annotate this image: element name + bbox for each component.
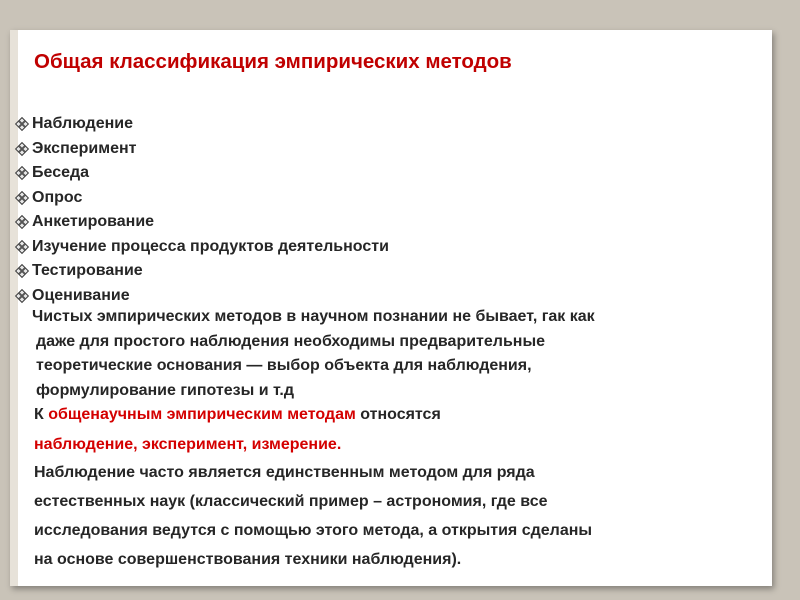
paragraph-general-methods	[34, 400, 441, 460]
paragraph-observation	[34, 458, 592, 574]
paragraph-pure-methods	[32, 305, 595, 403]
method-list	[14, 112, 389, 308]
diamond-bullet-icon	[15, 289, 29, 303]
diamond-bullet-icon	[15, 142, 29, 156]
paragraph-line: Наблюдение часто является единственным методом для ряда	[34, 464, 535, 481]
paragraph-line: на основе совершенствования техники наблюдения).	[34, 551, 462, 568]
paragraph-line: К общенаучным эмпирическим методам относятся	[34, 406, 441, 423]
diamond-bullet-icon	[15, 117, 29, 131]
list-item: Наблюдение	[14, 112, 389, 137]
list-item: Изучение процесса продуктов деятельности	[14, 235, 389, 260]
highlight-methods-line: наблюдение, эксперимент, измерение.	[34, 436, 342, 453]
diamond-bullet-icon	[15, 264, 29, 278]
paragraph-line: формулирование гипотезы и т.д	[36, 381, 294, 399]
diamond-bullet-icon	[15, 166, 29, 180]
paragraph-line: Чистых эмпирических методов в научном познании не бывает, гак как	[32, 308, 595, 325]
paragraph-line: исследования ведутся с помощью этого метода, а открытия сделаны	[34, 522, 593, 539]
list-item: Опрос	[14, 186, 389, 211]
highlight-text: общенаучным эмпирическим методам	[48, 406, 356, 423]
slide	[10, 30, 772, 586]
diamond-bullet-icon	[15, 215, 29, 229]
paragraph-line: естественных наук (классический пример – астрономия, где все	[34, 493, 548, 510]
diamond-bullet-icon	[15, 240, 29, 254]
slide-title: Общая классификация эмпирических методов	[34, 50, 512, 73]
paragraph-line: теоретические основания — выбор объекта для наблюдения,	[36, 357, 532, 374]
paragraph-line: даже для простого наблюдения необходимы предварительные	[36, 332, 546, 350]
diamond-bullet-icon	[15, 191, 29, 205]
list-item: Анкетирование	[14, 210, 389, 235]
list-item: Беседа	[14, 161, 389, 186]
list-item: Эксперимент	[14, 137, 389, 162]
list-item: Оценивание	[14, 284, 389, 309]
list-item: Тестирование	[14, 259, 389, 284]
